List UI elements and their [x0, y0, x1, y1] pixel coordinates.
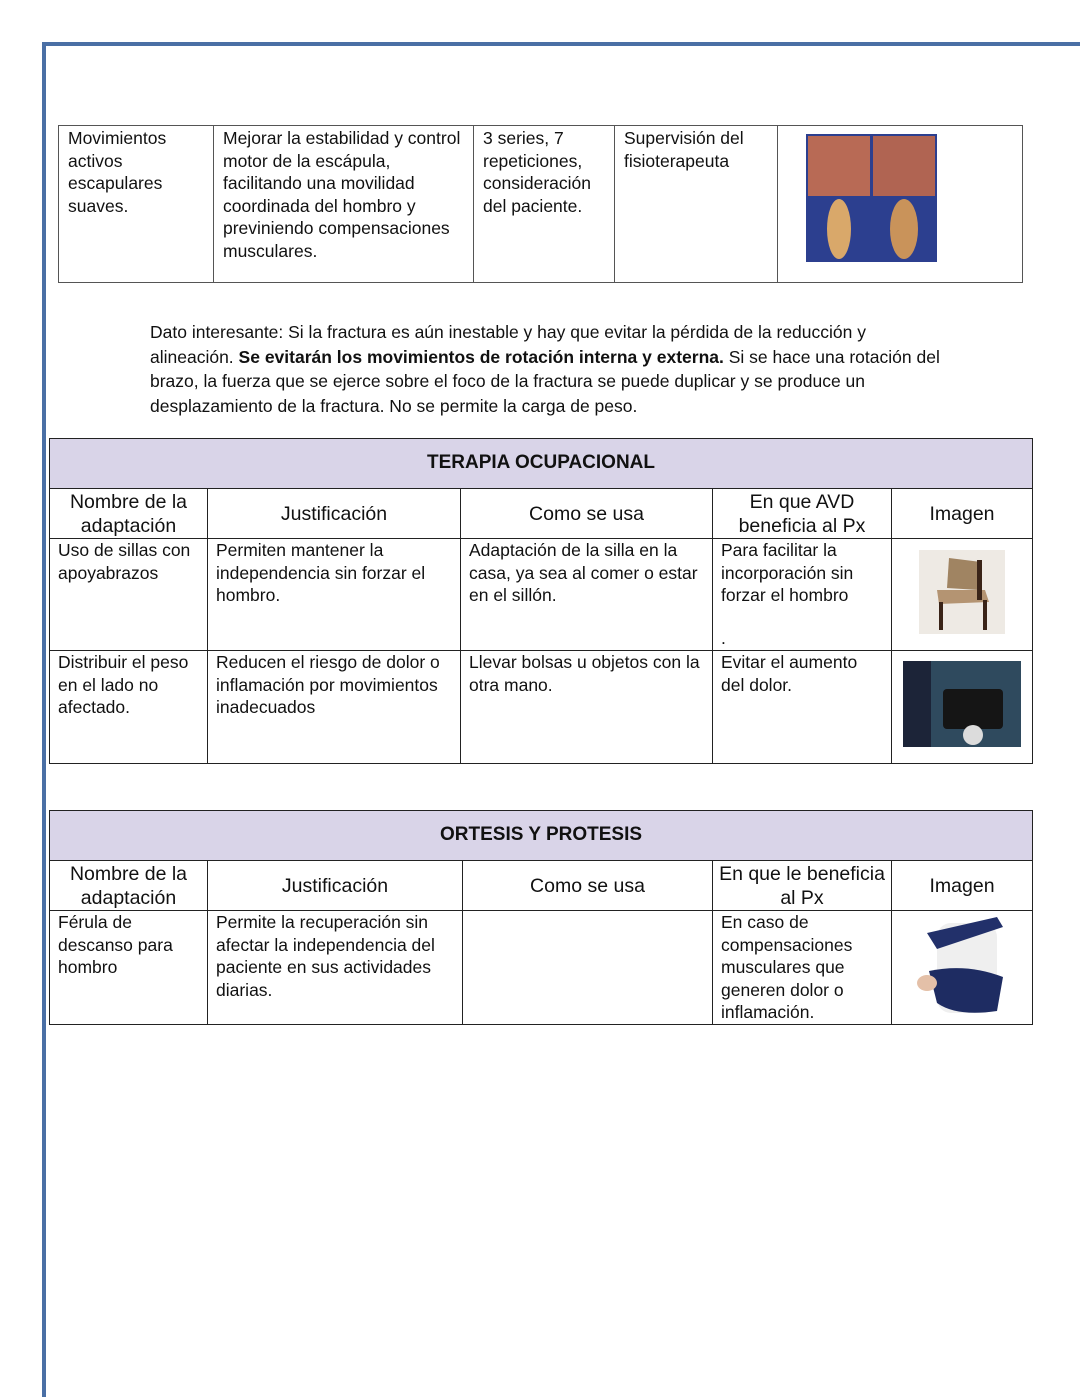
- column-header: Nombre de la adaptación: [50, 489, 208, 539]
- image-cell: [892, 539, 1033, 651]
- shoulder-sling-photo: [907, 913, 1017, 1017]
- adaptation-name: Distribuir el peso en el lado no afectado.: [50, 651, 208, 764]
- column-header: Justificación: [208, 861, 463, 911]
- orthosis-prosthesis-table: [49, 810, 1033, 1025]
- interesting-fact-note: [150, 320, 940, 418]
- table-title: ORTESIS Y PROTESIS: [50, 811, 1033, 861]
- usage: Llevar bolsas u objetos con la otra mano.: [461, 651, 713, 764]
- table-title: TERAPIA OCUPACIONAL: [50, 439, 1033, 489]
- exercise-objective: Mejorar la estabilidad y control motor de la escápula, facilitando una movilidad coordinada del hombro y previniendo compensaciones musculares.: [214, 126, 474, 283]
- table-row: [50, 651, 1033, 764]
- page-border-top: [42, 42, 1080, 46]
- note-intro: Dato interesante: Si la fractura es aún inestable y hay que evitar la pérdida de la reducción y alineación.: [150, 322, 866, 367]
- adaptation-name: Férula de descanso para hombro: [50, 911, 208, 1025]
- column-header: Como se usa: [461, 489, 713, 539]
- column-header: En que AVD beneficia al Px: [713, 489, 892, 539]
- note-bold: Se evitarán los movimientos de rotación interna y externa.: [238, 346, 724, 367]
- justification: Reducen el riesgo de dolor o inflamación por movimientos inadecuados: [208, 651, 461, 764]
- column-header: Justificación: [208, 489, 461, 539]
- image-cell: [892, 651, 1033, 764]
- carrying-bag-photo: [903, 661, 1021, 747]
- note-rest: Si se hace una rotación del brazo, la fuerza que se ejerce sobre el foco de la fractura se puede duplicar y se produce un desplazamiento de la fractura. No se permite la carga de peso.: [150, 346, 940, 416]
- exercise-supervision: Supervisión del fisioterapeuta: [615, 126, 778, 283]
- table-row: [50, 911, 1033, 1025]
- image-cell: [892, 911, 1033, 1025]
- column-header: Como se usa: [463, 861, 713, 911]
- benefit: Evitar el aumento del dolor.: [713, 651, 892, 764]
- justification: Permite la recuperación sin afectar la independencia del paciente en sus actividades diarias.: [208, 911, 463, 1025]
- justification: Permiten mantener la independencia sin forzar el hombro.: [208, 539, 461, 651]
- column-header: Nombre de la adaptación: [50, 861, 208, 911]
- exercise-dosage: 3 series, 7 repeticiones, consideración del paciente.: [474, 126, 615, 283]
- benefit: [713, 539, 892, 651]
- adaptation-name: Uso de sillas con apoyabrazos: [50, 539, 208, 651]
- benefit: En caso de compensaciones musculares que generen dolor o inflamación.: [713, 911, 892, 1025]
- usage: [463, 911, 713, 1025]
- exercise-name: Movimientos activos escapulares suaves.: [59, 126, 214, 283]
- table-row: [59, 126, 1023, 283]
- column-header: En que le beneficia al Px: [713, 861, 892, 911]
- page-border-left: [42, 42, 46, 1397]
- benefit-extra: .: [721, 627, 726, 648]
- table-row: [50, 539, 1033, 651]
- usage: Adaptación de la silla en la casa, ya sea al comer o estar en el sillón.: [461, 539, 713, 651]
- column-header: Imagen: [892, 861, 1033, 911]
- chair-photo: [919, 550, 1005, 634]
- shoulder-blade-exercise-photo: [806, 134, 937, 262]
- exercise-image-cell: [778, 126, 1023, 283]
- column-header: Imagen: [892, 489, 1033, 539]
- benefit-text: Para facilitar la incorporación sin forzar el hombro: [721, 540, 854, 605]
- exercise-table: [58, 125, 1023, 283]
- occupational-therapy-table: [49, 438, 1033, 764]
